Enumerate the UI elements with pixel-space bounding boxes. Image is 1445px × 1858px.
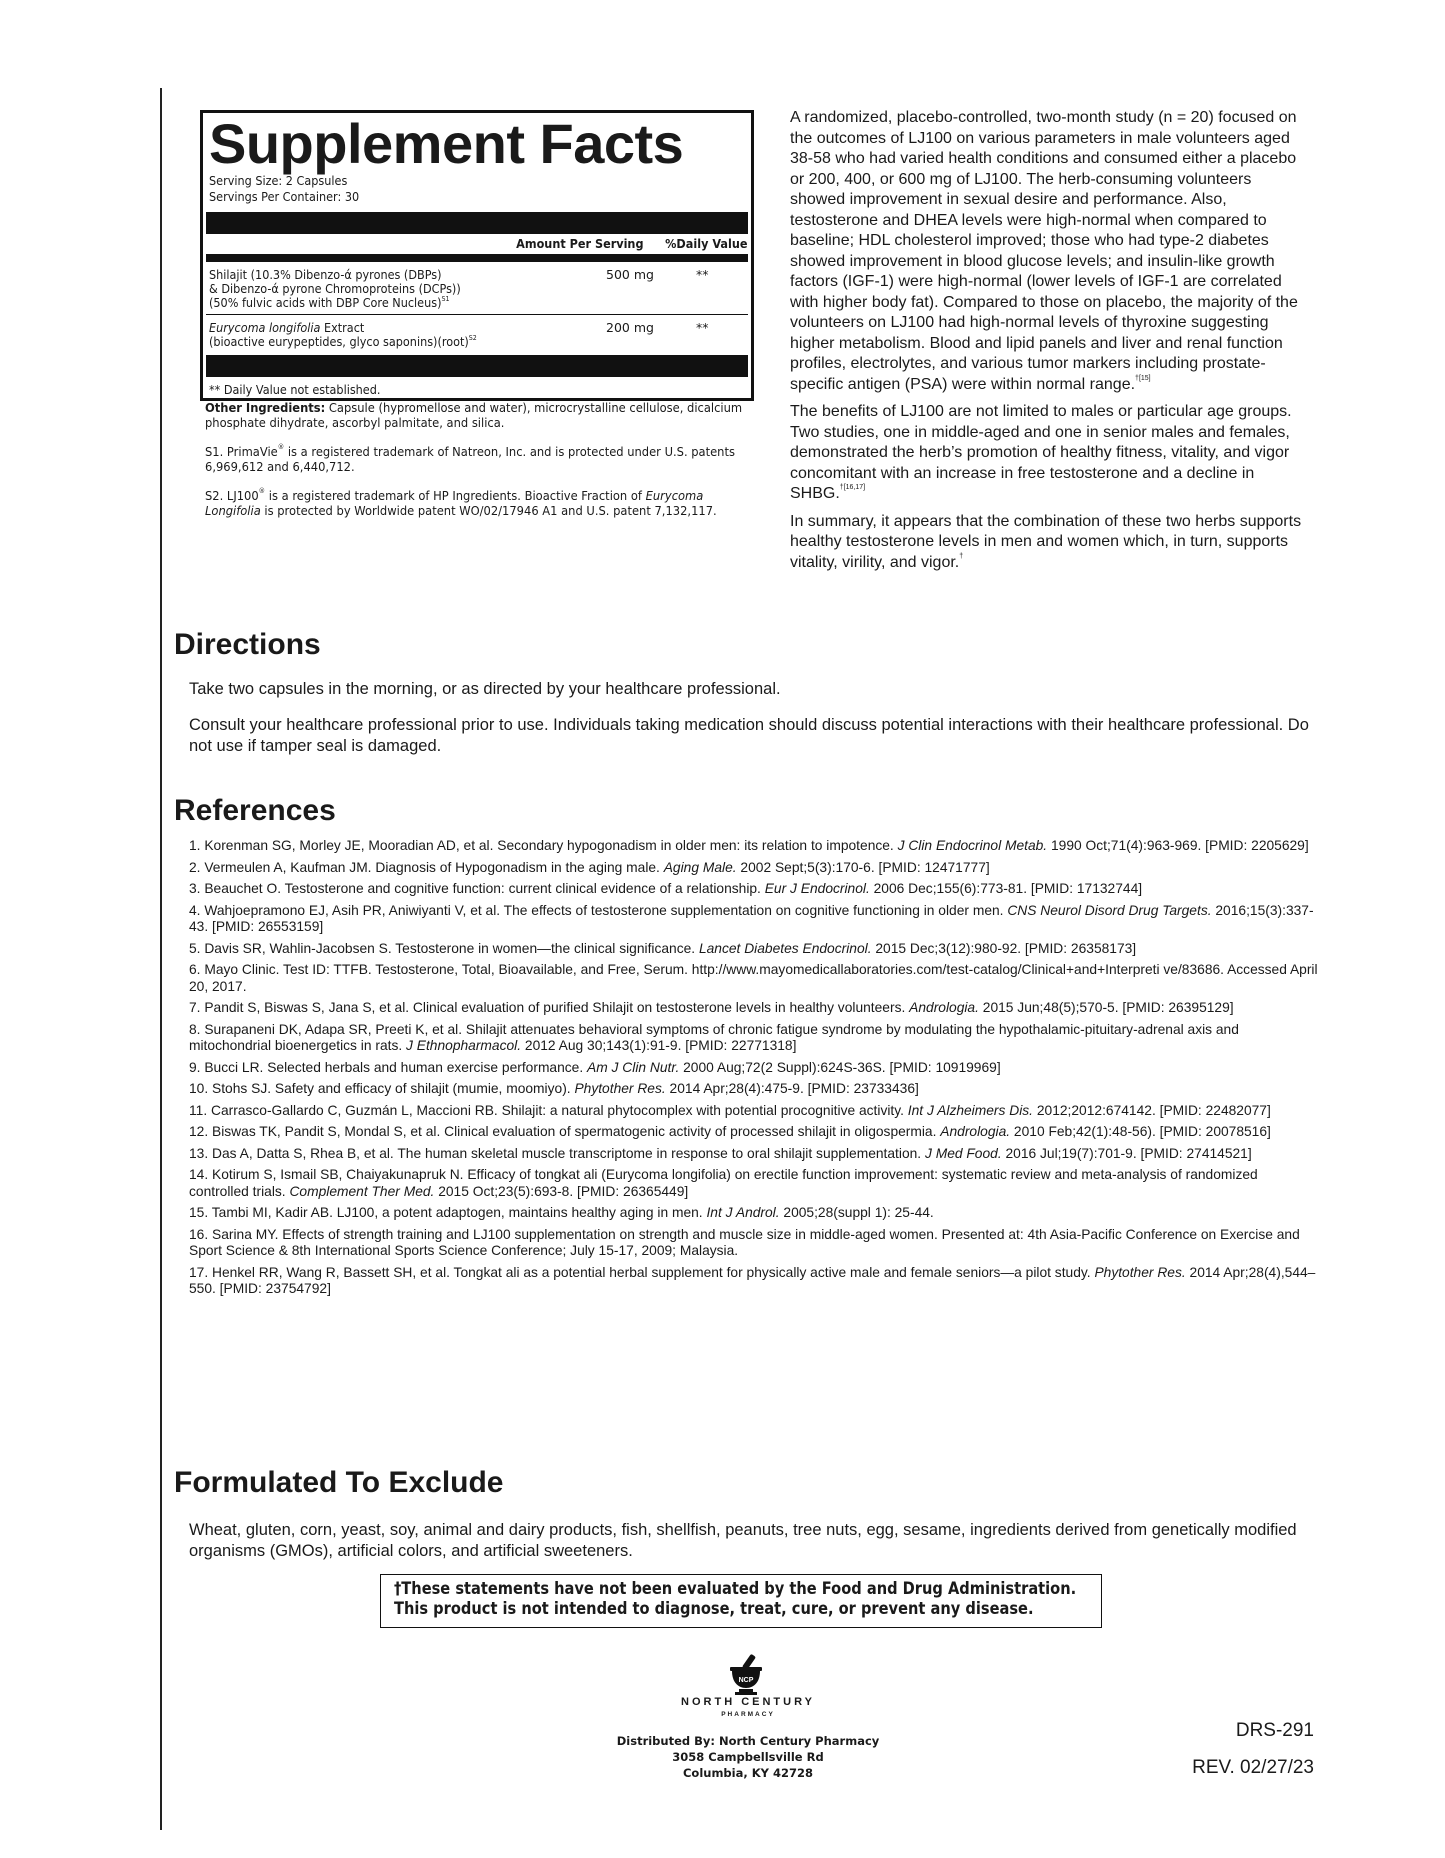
facts-title: Supplement Facts [209,112,684,175]
row-name-line: Eurycoma longifolia Extract [209,320,365,335]
trademark-note-s2: S2. LJ100® is a registered trademark of HP Ingredients. Bioactive Fraction of Eurycoma Longifolia is protected by Worldwide patent WO/02/17946 A1 and U.S. patent 7,132,117. [205,487,717,518]
facts-footnote: ** Daily Value not established. [209,382,381,397]
brand-name: NORTH CENTURY PHARMACY [681,1696,815,1718]
study-text [790,108,1310,580]
reference-item: 16. Sarina MY. Effects of strength training and LJ100 supplementation on strength and muscle size in middle-aged women. Presented at: 4th Asia-Pacific Conference on Exercise and Sport Science & 8th International Sports Science Conference; July 15-17, 2009; Malaysia. [189,1226,1300,1258]
reference-item: 9. Bucci LR. Selected herbals and human exercise performance. Am J Clin Nutr. 2000 Aug;72(2 Suppl):624S-36S. [PMID: 10919969] [189,1059,1001,1075]
study-paragraph: A randomized, placebo-controlled, two-month study (n = 20) focused on the outcomes of LJ100 on various parameters in male volunteers aged 38-58 who had varied health conditions and consumed either a placebo or 200, 400, or 600 mg of LJ100. The herb-consuming volunteers showed improvement in sexual desire and performance. Also, testosterone and DHEA levels were high-normal when compared to baseline; HDL cholesterol improved; those who had type-2 diabetes showed improvement in blood glucose levels; and insulin-like growth factors (IGF-1) were high-normal (lower levels of IGF-1 are correlated with higher body fat). Compared to those on placebo, the majority of the volunteers on LJ100 had high-normal levels of thyroxine suggesting higher metabolism. Blood and lipid panels and liver and renal function profiles, electrolytes, and various tumor markers including prostate-specific antigen (PSA) were within normal range.$^{\dagger[15]}$ [790,109,1298,393]
distributor-address: Distributed By: North Century Pharmacy 3058 Campbellsville Rd Columbia, KY 42728 [616,1734,880,1780]
row-amount: 200 mg [606,320,654,335]
margin-rule [160,88,162,1830]
study-paragraph: The benefits of LJ100 are not limited to males or particular age groups. Two studies, one in middle-aged and one in senior males and females, demonstrated the herb’s promotion of healthy fitness, vitality, and vigor concomitant with an increase in free testosterone and a decline in SHBG.$^{\dagger[16,17]}$ [790,403,1292,502]
thick-rule [206,355,748,377]
disclaimer-line: This product is not intended to diagnose, treat, cure, or prevent any disease. [394,1599,1034,1619]
revision-date: REV. 02/27/23 [1192,1757,1314,1778]
col-amount: Amount Per Serving [516,236,644,251]
fda-disclaimer-box [380,1574,1102,1628]
row-amount: 500 mg [606,267,654,282]
trademark-note-s1: S1. PrimaVie® is a registered trademark of Natreon, Inc. and is protected under U.S. patents 6,969,612 and 6,440,712. [205,443,735,474]
reference-item: 12. Biswas TK, Pandit S, Mondal S, et al. Clinical evaluation of spermatogenic activity of processed shilajit in oligospermia. Andrologia. 2010 Feb;42(1):48-56). [PMID: 20078516] [189,1124,1271,1139]
reference-item: 3. Beauchet O. Testosterone and cognitive function: current clinical evidence of a relationship. Eur J Endocrinol. 2006 Dec;155(6):773-81. [PMID: 17132744] [189,881,1143,896]
row-daily-value: ** [696,267,709,282]
reference-item: 5. Davis SR, Wahlin-Jacobsen S. Testosterone in women—the clinical significance. Lancet Diabetes Endocrinol. 2015 Dec;3(12):980-92. [PMID: 26358173] [189,940,1137,956]
row-name-line: Shilajit (10.3% Dibenzo-ά pyrones (DBPs) [209,267,442,282]
mortar-pestle-icon [726,1654,766,1696]
other-ingredients: Other Ingredients: Capsule (hypromellose and water), microcrystalline cellulose, dicalcium phosphate dihydrate, ascorbyl palmitate, and silica. [205,400,743,430]
col-daily-value: %Daily Value [664,236,747,251]
reference-item: 15. Tambi MI, Kadir AB. LJ100, a potent adaptogen, maintains healthy aging in men. Int J Androl. 2005;28(suppl 1): 25-44. [189,1205,934,1220]
facts-row-shilajit [206,262,748,314]
medium-rule [206,254,748,262]
reference-item: 1. Korenman SG, Morley JE, Mooradian AD, et al. Secondary hypogonadism in older men: its relation to impotence. J Clin Endocrinol Metab. 1990 Oct;71(4):963-969. [PMID: 2205629] [189,838,1309,853]
superscript: S2 [468,334,477,342]
reference-item: 7. Pandit S, Biswas S, Jana S, et al. Clinical evaluation of purified Shilajit on testosterone levels in healthy volunteers. Andrologia. 2015 Jun;48(5);570-5. [PMID: 26395129] [189,1000,1234,1015]
reference-item: 10. Stohs SJ. Safety and efficacy of shilajit (mumie, moomiyo). Phytother Res. 2014 Apr;28(4):475-9. [PMID: 23733436] [189,1081,919,1096]
reference-item: 2. Vermeulen A, Kaufman JM. Diagnosis of Hypogonadism in the aging male. Aging Male. 2002 Sept;5(3):170-6. [PMID: 12471777] [189,859,990,875]
facts-column-header [203,237,747,251]
directions-p2: Consult your healthcare professional prior to use. Individuals taking medication should discuss potential interactions with their healthcare professional. Do not use if tamper seal is damaged. [189,716,1309,755]
ingredients-block [205,400,765,532]
exclude-text: Wheat, gluten, corn, yeast, soy, animal and dairy products, fish, shellfish, peanuts, tree nuts, egg, sesame, ingredients derived from genetically modified organisms (GMOs), artificial colors, and artificial sweeteners. [189,1521,1297,1560]
study-paragraph: In summary, it appears that the combination of these two herbs supports healthy testosterone levels in men and women which, in turn, supports vitality, virility, and vigor.† [790,512,1302,571]
directions-text [189,679,1314,772]
reference-item: 4. Wahjoepramono EJ, Asih PR, Aniwiyanti V, et al. The effects of testosterone supplementation on cognitive functioning in older men. CNS Neurol Disord Drug Targets. 2016;15(3):337-43. [PMID: 26553159] [189,902,1314,934]
row-name-line: (50% fulvic acids with DBP Core Nucleus)$^{S1}$ [209,295,450,310]
row-name-line: (bioactive eurypeptides, glyco saponins)(root)$^{S2}$ [209,334,477,349]
facts-row-eurycoma [206,315,748,353]
document-code: DRS-291 [1235,1720,1314,1741]
thick-rule [206,212,748,234]
supplement-facts-panel [200,110,754,401]
row-name-line: & Dibenzo-ά pyrone Chromoproteins (DCPs)) [209,281,461,296]
reference-item: 8. Surapaneni DK, Adapa SR, Preeti K, et al. Shilajit attenuates behavioral symptoms of chronic fatigue syndrome by modulating the hypothalamic-pituitary-adrenal axis and mitochondrial bioenergetics in rats. J Ethnopharmacol. 2012 Aug 30;143(1):91-9. [PMID: 22771318] [189,1021,1239,1053]
directions-p1: Take two capsules in the morning, or as directed by your healthcare professional. [189,680,781,698]
reference-item: 13. Das A, Datta S, Rhea B, et al. The human skeletal muscle transcriptome in response to oral shilajit supplementation. J Med Food. 2016 Jul;19(7):701-9. [PMID: 27414521] [189,1145,1252,1161]
superscript: S1 [441,295,450,303]
reference-item: 17. Henkel RR, Wang R, Bassett SH, et al. Tongkat ali as a potential herbal supplement for physically active male and female seniors—a pilot study. Phytother Res. 2014 Apr;28(4),544–550. [PMID: 23754792] [189,1264,1316,1296]
references-heading: References [174,794,336,827]
exclude-heading: Formulated To Exclude [174,1466,504,1499]
reference-item: 11. Carrasco-Gallardo C, Guzmán L, Maccioni RB. Shilajit: a natural phytocomplex with potential procognitive activity. Int J Alzheimers Dis. 2012;2012:674142. [PMID: 22482077] [189,1102,1271,1118]
directions-heading: Directions [174,628,321,661]
reference-item: 14. Kotirum S, Ismail SB, Chaiyakunapruk N. Efficacy of tongkat ali (Eurycoma longifolia) on erectile function improvement: systematic review and meta-analysis of randomized controlled trials. Complement Ther Med. 2015 Oct;23(5):693-8. [PMID: 26365449] [189,1167,1258,1199]
reference-item: 6. Mayo Clinic. Test ID: TTFB. Testosterone, Total, Bioavailable, and Free, Serum. http://www.mayomedicallaboratories.com/test-catalog/Clinical+and+Interpreti ve/83686. Accessed April 20, 2017. [189,962,1318,994]
row-daily-value: ** [696,320,709,335]
servings-per-container: Servings Per Container: 30 [209,189,360,204]
references-list [189,838,1319,1303]
logo-mark: NCP [738,1677,754,1684]
serving-size: Serving Size: 2 Capsules [209,173,348,188]
disclaimer-line: †These statements have not been evaluated by the Food and Drug Administration. [394,1579,1077,1599]
